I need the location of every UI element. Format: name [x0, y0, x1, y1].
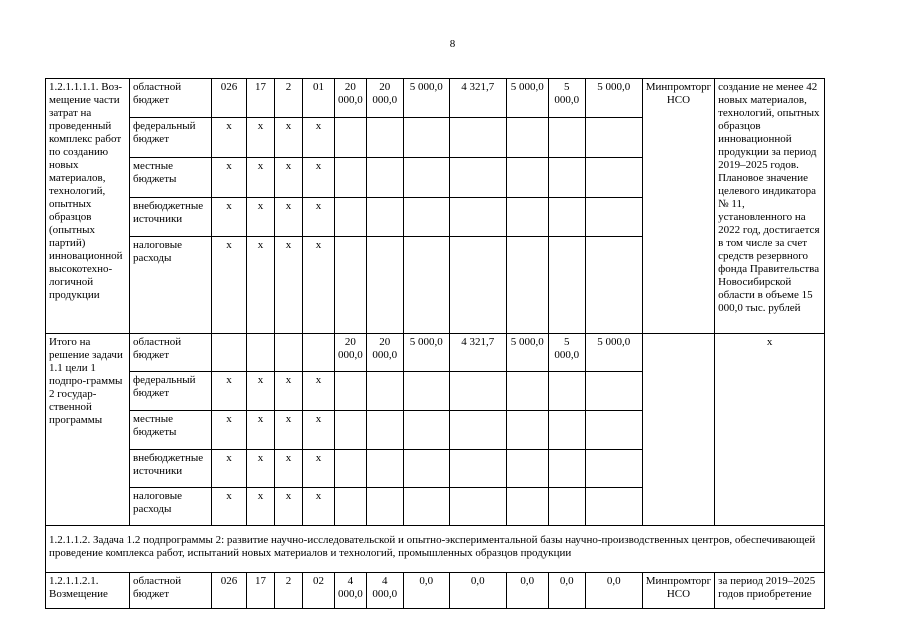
code-cell: 026 [212, 79, 247, 118]
value-cell: 0,0 [548, 573, 585, 609]
source-label: местные бюджеты [130, 157, 212, 197]
value-cell: 5 000,0 [585, 79, 642, 118]
code-cell: 2 [275, 573, 303, 609]
code-cell: x [247, 488, 275, 526]
value-cell: 4 000,0 [366, 573, 403, 609]
value-cell: 20 000,0 [335, 334, 367, 372]
source-label: областной бюджет [130, 334, 212, 372]
source-label: внебюджетные источники [130, 197, 212, 236]
source-label: внебюджетные источники [130, 450, 212, 488]
value-cell: 4 321,7 [449, 334, 506, 372]
executor: Минпромторг НСО [642, 79, 714, 334]
value-cell: 0,0 [506, 573, 548, 609]
code-cell: x [247, 117, 275, 157]
source-label: областной бюджет [130, 79, 212, 118]
code-cell: x [275, 450, 303, 488]
value-cell: 4 321,7 [449, 79, 506, 118]
expected-result: за период 2019–2025 годов приобретение [715, 573, 825, 609]
value-cell: 5 000,0 [506, 334, 548, 372]
code-cell: x [247, 372, 275, 411]
table-row [46, 526, 825, 573]
code-cell: x [275, 488, 303, 526]
code-cell: x [247, 197, 275, 236]
code-cell: x [275, 236, 303, 333]
code-cell: x [275, 157, 303, 197]
code-cell: x [247, 411, 275, 450]
code-cell: x [303, 372, 335, 411]
code-cell: 02 [303, 573, 335, 609]
value-cell: 5 000,0 [403, 334, 449, 372]
code-cell: x [212, 117, 247, 157]
task-header: 1.2.1.1.2. Задача 1.2 подпрограммы 2: развитие научно-исследовательской и опытно-экспериментальной базы научно-производственных центров, обеспечивающей проведение комплекса работ, испытаний новых материалов и технологий, промышленных образцов продукции [46, 526, 825, 573]
measure-name: 1.2.1.1.2.1. Возмещение [46, 573, 130, 609]
source-label: федеральный бюджет [130, 117, 212, 157]
total-result: x [715, 334, 825, 526]
code-cell: x [212, 197, 247, 236]
value-cell: 20 000,0 [335, 79, 367, 118]
code-cell: x [212, 157, 247, 197]
code-cell: x [303, 157, 335, 197]
source-label: налоговые расходы [130, 236, 212, 333]
program-table [45, 78, 825, 609]
code-cell: x [303, 450, 335, 488]
value-cell: 5 000,0 [548, 79, 585, 118]
code-cell: 17 [247, 79, 275, 118]
source-label: областной бюджет [130, 573, 212, 609]
value-cell: 5 000,0 [548, 334, 585, 372]
code-cell: x [303, 411, 335, 450]
value-cell: 20 000,0 [366, 334, 403, 372]
code-cell: x [212, 372, 247, 411]
code-cell: x [275, 117, 303, 157]
code-cell: 17 [247, 573, 275, 609]
total-name: Итого на решение задачи 1.1 цели 1 подпро-граммы 2 государ-ственной программы [46, 334, 130, 526]
value-cell: 20 000,0 [366, 79, 403, 118]
code-cell: x [212, 411, 247, 450]
code-cell: 026 [212, 573, 247, 609]
code-cell: x [275, 411, 303, 450]
code-cell: x [303, 197, 335, 236]
table-row [46, 79, 825, 118]
value-cell: 0,0 [403, 573, 449, 609]
code-cell: x [303, 236, 335, 333]
code-cell: 01 [303, 79, 335, 118]
source-label: местные бюджеты [130, 411, 212, 450]
code-cell: x [275, 197, 303, 236]
code-cell: x [212, 450, 247, 488]
value-cell: 5 000,0 [403, 79, 449, 118]
code-cell: x [247, 450, 275, 488]
expected-result: создание не менее 42 новых материалов, технологий, опытных образцов инновационной продукции за период 2019–2025 годов. Плановое значение целевого индикатора № 11, установленного на 2022 год, достигается в том числе за счет средств резервного фонда Правительства Новосибирской области в объеме 15 000,0 тыс. рублей [715, 79, 825, 334]
source-label: федеральный бюджет [130, 372, 212, 411]
executor: Минпромторг НСО [642, 573, 714, 609]
code-cell: 2 [275, 79, 303, 118]
source-label: налоговые расходы [130, 488, 212, 526]
value-cell: 5 000,0 [506, 79, 548, 118]
value-cell: 4 000,0 [335, 573, 367, 609]
value-cell: 0,0 [449, 573, 506, 609]
code-cell: x [247, 236, 275, 333]
measure-name: 1.2.1.1.1.1. Воз-мещение части затрат на проведенный комплекс работ по созданию новых материалов, технологий, опытных образцов (опытных партий) инновационной высокотехно-логичной продукции [46, 79, 130, 334]
code-cell: x [212, 236, 247, 333]
value-cell: 0,0 [585, 573, 642, 609]
code-cell: x [303, 488, 335, 526]
table-row [46, 573, 825, 609]
code-cell: x [247, 157, 275, 197]
code-cell: x [212, 488, 247, 526]
table-row [46, 334, 825, 372]
code-cell: x [303, 117, 335, 157]
code-cell: x [275, 372, 303, 411]
page-number: 8 [449, 38, 456, 50]
value-cell: 5 000,0 [585, 334, 642, 372]
